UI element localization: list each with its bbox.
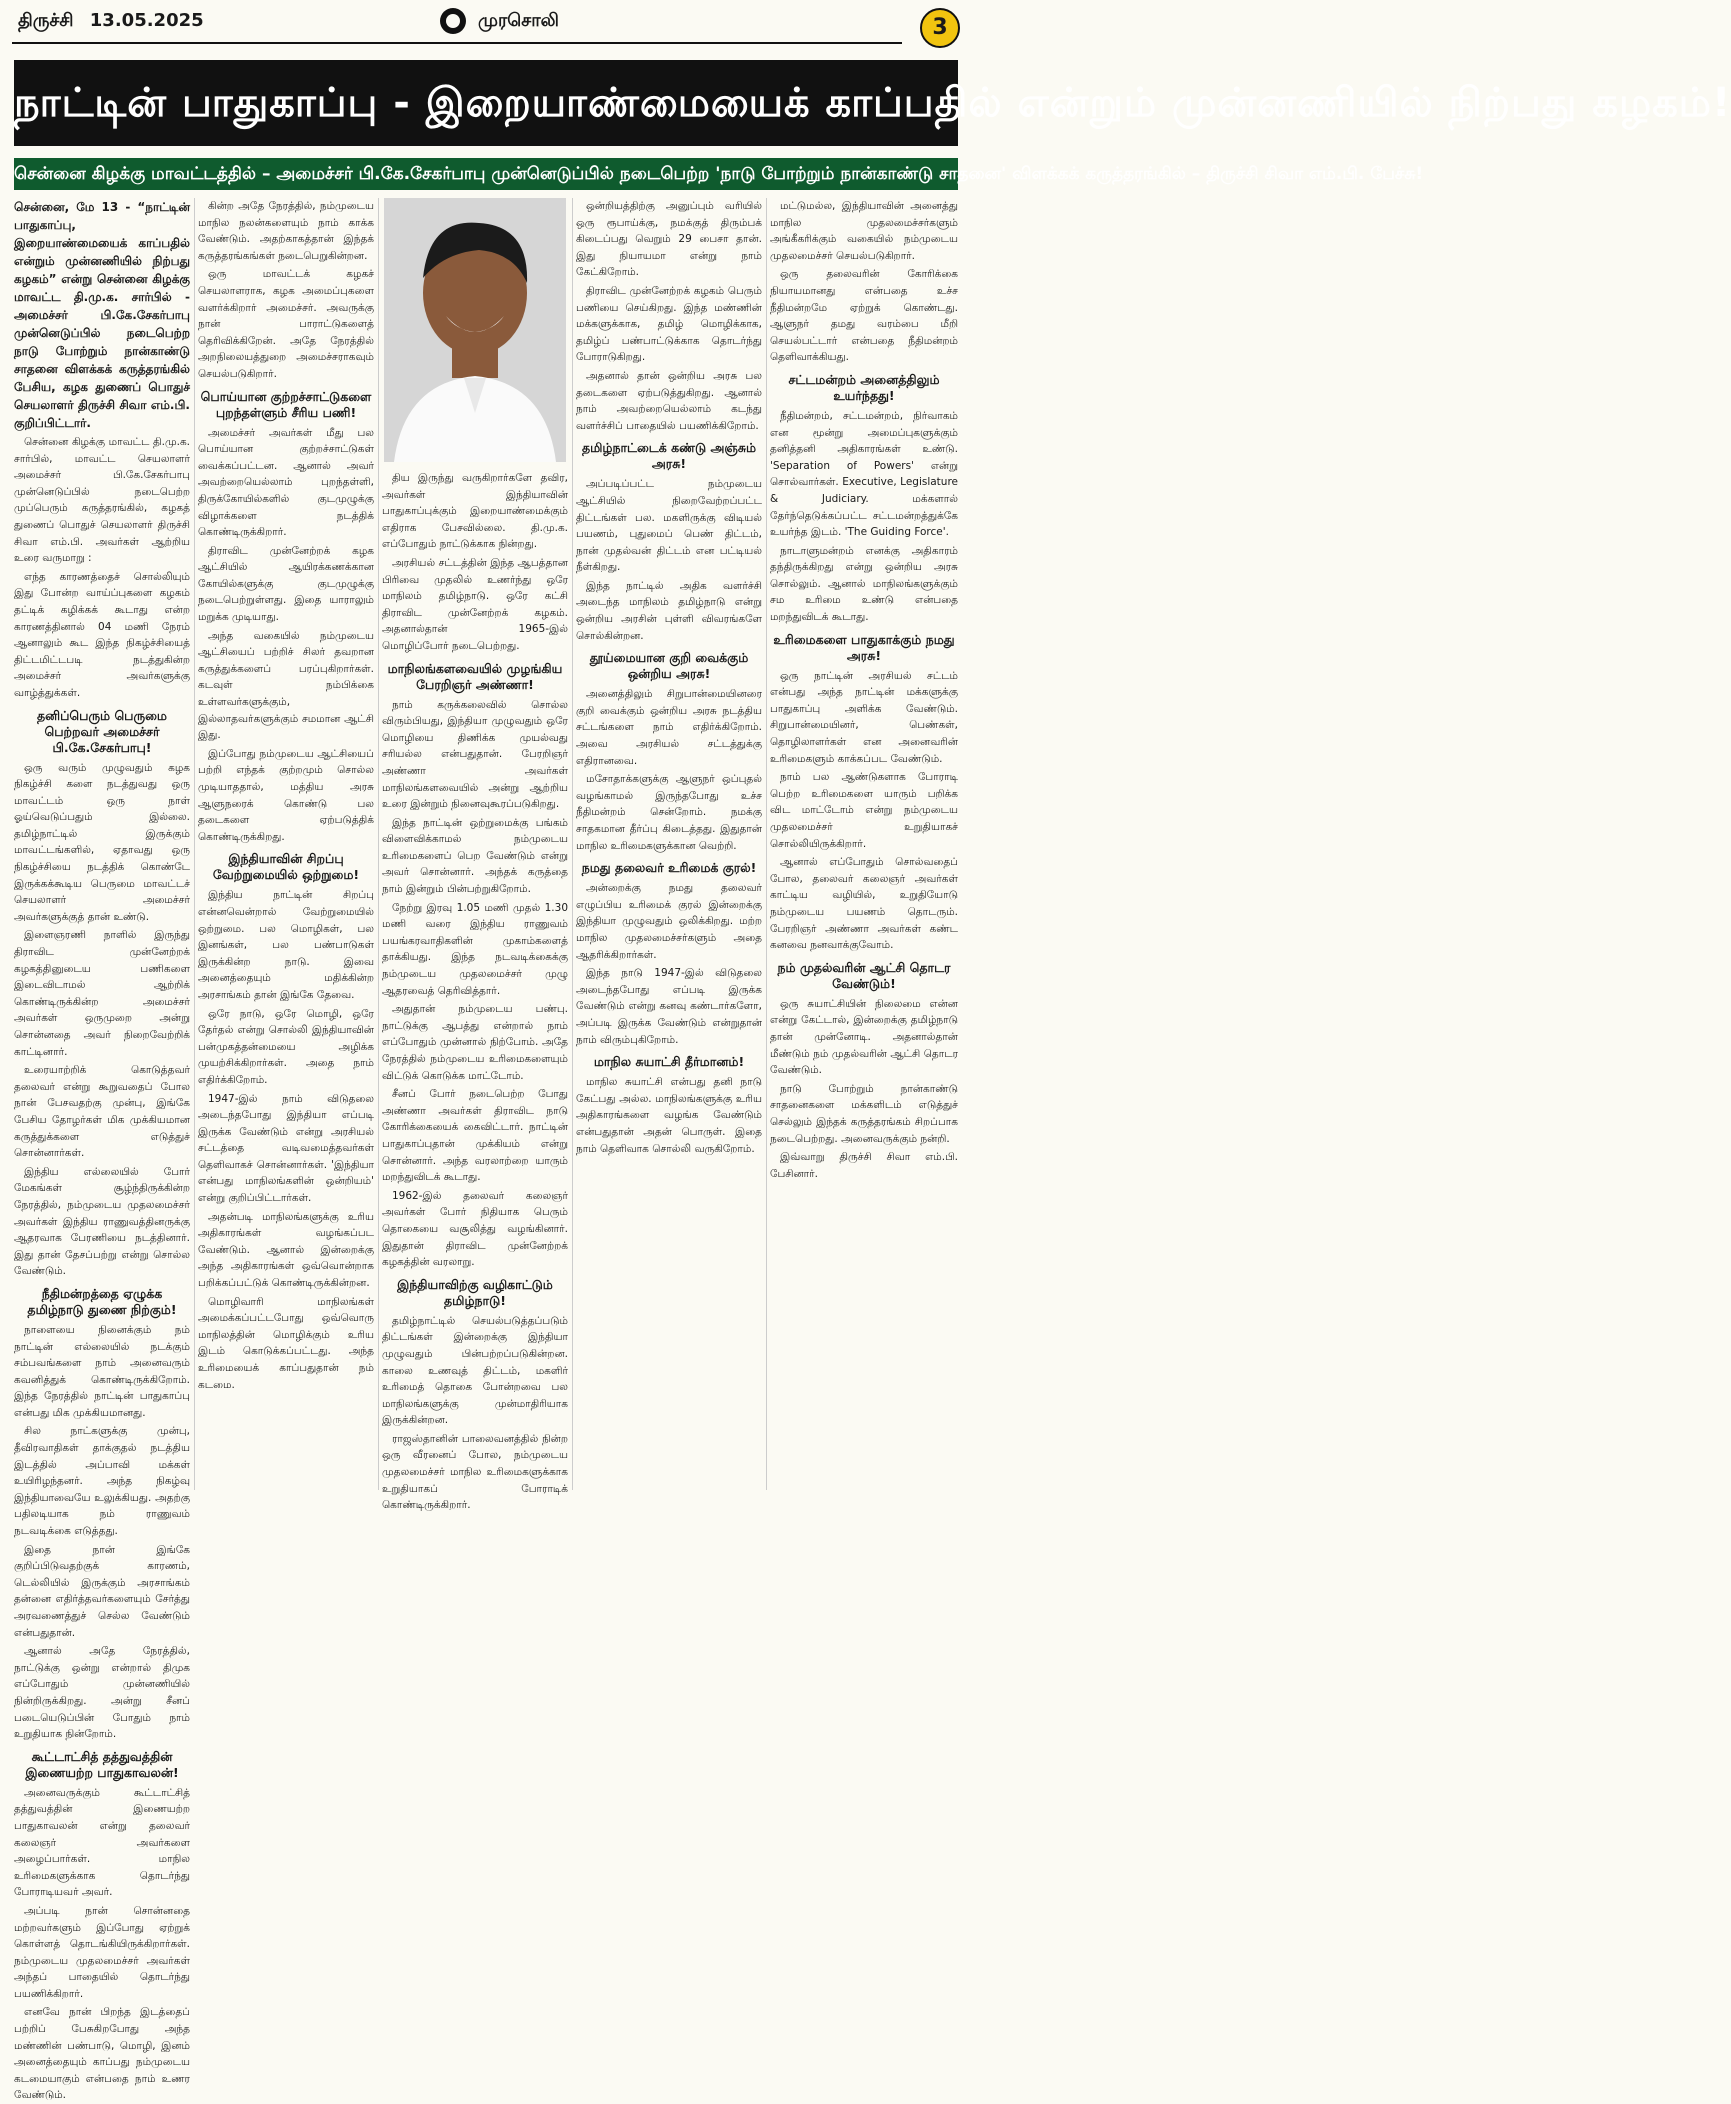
article-paragraph: கின்ற அதே நேரத்தில், நம்முடைய மாநில நலன்களையும் நாம் காக்க வேண்டும். அதற்காகத்தான் இந்தக் கருத்தரங்கங்கள் நடைபெறுகின்றன. [198, 200, 374, 262]
article-paragraph: நேற்று இரவு 1.05 மணி முதல் 1.30 மணி வரை இந்திய ராணுவம் பயங்கரவாதிகளின் முகாம்களைத் தாக்கியது. இந்த நடவடிக்கைக்கு நம்முடைய முதலமைச்சர் முழு ஆதரவைத் தெரிவித்தார். [382, 901, 568, 997]
article-paragraph: ஒரு வரும் முழுவதும் கழக நிகழ்ச்சி களை நடத்துவது ஒரு மாவட்டம் ஒரு நாள் ஓய்வெடுப்பதும் இல்லை. தமிழ்நாட்டில் இருக்கும் மாவட்டங்களில், ஏதாவது ஒரு நிகழ்ச்சியை நடத்திக் கொண்டே இருக்கக்கூடிய பெருமை மாவட்டச் செயலாளர் அமைச்சர் அவர்களுக்குத் தான் உண்டு. [14, 761, 190, 923]
article-column-2 [198, 198, 374, 1490]
article-paragraph: அன்றைக்கு நமது தலைவர் எழுப்பிய உரிமைக் குரல் இன்றைக்கு இந்தியா முழுவதும் ஒலிக்கிறது. மற்ற மாநில முதலமைச்சர்களும் அதை ஆதரிக்கிறார்கள். [576, 882, 762, 961]
article-paragraph: நாம் பல ஆண்டுகளாக போராடி பெற்ற உரிமைகளை யாரும் பறிக்க விட மாட்டோம் என்று நம்முடைய முதலமைச்சர் உறுதியாகச் சொல்லியிருக்கிறார். [770, 771, 958, 850]
article-paragraph: 1947-இல் நாம் விடுதலை அடைந்தபோது இந்தியா எப்படி இருக்க வேண்டும் என்று அரசியல் சட்டத்தை வடிவமைத்தவர்கள் தெளிவாகச் சொன்னார்கள். 'இந்தியா என்பது மாநிலங்களின் ஒன்றியம்' என்று குறிப்பிட்டார்கள். [198, 1092, 374, 1205]
masthead-brand: முரசொலி [478, 10, 559, 31]
article-paragraph: அதுதான் நம்முடைய பண்பு. நாட்டுக்கு ஆபத்து என்றால் நாம் எப்போதும் முன்னால் நிற்போம். அதே நேரத்தில் நம்முடைய உரிமைகளையும் விட்டுக் கொடுக்க மாட்டோம். [382, 1003, 568, 1082]
section-heading: நமது தலைவர் உரிமைக் குரல்! [581, 860, 757, 876]
article-paragraph: இந்த நாட்டில் அதிக வளர்ச்சி அடைந்த மாநிலம் தமிழ்நாடு என்று ஒன்றிய அரசின் புள்ளி விவரங்களே சொல்கின்றன. [576, 579, 762, 642]
masthead-city: திருச்சி [18, 10, 74, 31]
masthead-dateline [18, 10, 214, 33]
section-heading: சட்டமன்றம் அனைத்திலும் உயர்ந்தது! [788, 371, 940, 403]
article-paragraph: இந்திய நாட்டின் சிறப்பு என்னவென்றால் வேற்றுமையில் ஒற்றுமை. பல மொழிகள், பல இனங்கள், பல பண்பாடுகள் இருக்கின்ற நாடு. இவை அனைத்தையும் மதிக்கின்ற அரசாங்கம் தான் இங்கே தேவை. [198, 889, 374, 1001]
masthead-rule [12, 42, 902, 44]
section-heading: தூய்மையான குறி வைக்கும் ஒன்றிய அரசு! [589, 650, 749, 682]
section-heading: உரிமைகளை பாதுகாக்கும் நமது அரசு! [773, 631, 955, 663]
article-paragraph: அமைச்சர் அவர்கள் மீது பல பொய்யான குற்றச்சாட்டுகள் வைக்கப்பட்டன. ஆனால் அவர் அவற்றையெல்லாம் புறந்தள்ளி, திருக்கோயில்களில் குடமுழுக்கு விழாக்களை நடத்திக் கொண்டிருக்கிறார். [198, 426, 374, 539]
column-divider [378, 198, 379, 1490]
article-paragraph: இளைஞரணி நாளில் இருந்து திராவிட முன்னேற்றக் கழகத்தினுடைய பணிகளை இடைவிடாமல் ஆற்றிக் கொண்டிருக்கின்ற அமைச்சர் அவர்கள் ஒருமுறை அன்று சொன்னதை அவர் நிறைவேற்றிக் காட்டினார். [14, 929, 190, 1058]
article-paragraph: திராவிட முன்னேற்றக் கழக ஆட்சியில் ஆயிரக்கணக்கான கோயில்களுக்கு குடமுழுக்கு நடைபெற்றுள்ளது. இதை யாராலும் மறுக்க முடியாது. [198, 544, 374, 624]
article-paragraph: அதனால் தான் ஒன்றிய அரசு பல தடைகளை ஏற்படுத்துகிறது. ஆனால் நாம் அவற்றையெல்லாம் கடந்து வளர்ச்சிப் பாதையில் பயணிக்கிறோம். [576, 369, 762, 432]
section-heading: பொய்யான குற்றச்சாட்டுகளை புறந்தள்ளும் சீரிய பணி! [200, 388, 372, 420]
article-paragraph: சீனப் போர் நடைபெற்ற போது அண்ணா அவர்கள் திராவிட நாடு கோரிக்கையைக் கைவிட்டார். நாட்டின் பாதுகாப்புதான் முக்கியம் என்று சொன்னார். அந்த வரலாற்றை யாரும் மறந்துவிடக் கூடாது. [382, 1088, 568, 1184]
section-heading: இந்தியாவிற்கு வழிகாட்டும் தமிழ்நாடு! [397, 1276, 553, 1308]
person-photo-icon [384, 198, 566, 462]
article-paragraph: திராவிட முன்னேற்றக் கழகம் பெரும் பணியை செய்கிறது. இந்த மண்ணின் மக்களுக்காக, தமிழ் மொழிக்காக, தமிழ்ப் பண்பாட்டுக்காக தொடர்ந்து போராடுகிறது. [576, 284, 762, 364]
article-paragraph: திய இருந்து வருகிறார்களே தவிர, அவர்கள் இந்தியாவின் பாதுகாப்புக்கும் இறையாண்மைக்கும் எதிராக பேசவில்லை. தி.மு.க. எப்போதும் நாட்டுக்காக நின்றது. [382, 472, 568, 551]
article-paragraph: ஒரு சுயாட்சியின் நிலைமை என்ன என்று கேட்டால், இன்றைக்கு தமிழ்நாடு தான் முன்னோடி. அதனால்தான் மீண்டும் நம் முதல்வரின் ஆட்சி தொடர வேண்டும். [770, 997, 958, 1077]
article-paragraph: சில நாட்களுக்கு முன்பு, தீவிரவாதிகள் தாக்குதல் நடத்திய இடத்தில் அப்பாவி மக்கள் உயிரிழந்தனர். அந்த நிகழ்வு இந்தியாவையே உலுக்கியது. அதற்கு பதிலடியாக நம் ராணுவம் நடவடிக்கை எடுத்தது. [14, 1425, 190, 1538]
section-heading: நீதிமன்றத்தை ஏழுக்க தமிழ்நாடு துணை நிற்கும்! [27, 1285, 177, 1317]
article-column-1 [14, 198, 190, 2102]
article-paragraph: ஆனால் அதே நேரத்தில், நாட்டுக்கு ஒன்று என்றால் திமுக எப்போதும் முன்னணியில் நின்றிருக்கிறது. அன்று சீனப் படையெடுப்பின் போதும் நாம் உறுதியாக நின்றோம். [14, 1645, 190, 1741]
column-divider [766, 198, 767, 1490]
article-paragraph: அப்படி நான் சொன்னதை மற்றவர்களும் இப்போது ஏற்றுக் கொள்ளத் தொடங்கியிருக்கிறார்கள். நம்முடைய முதலமைச்சர் அவர்கள் அந்தப் பாதையில் தொடர்ந்து பயணிக்கிறார். [14, 1904, 190, 2000]
article-paragraph: நீதிமன்றம், சட்டமன்றம், நிர்வாகம் என மூன்று அமைப்புகளுக்கும் தனித்தனி அதிகாரங்கள் உண்டு. 'Separation of Powers' என்று சொல்வார்கள். Executive, Legislature & Judiciary. மக்களால் தேர்ந்தெடுக்கப்பட்ட சட்டமன்றத்துக்கே உயர்ந்த இடம். 'The Guiding Force'. [770, 409, 958, 539]
article-paragraph: எனவே நான் பிறந்த இடத்தைப் பற்றிப் பேசுகிறபோது அந்த மண்ணின் பண்பாடு, மொழி, இனம் அனைத்தையும் காப்பது நம்முடைய கடமையாகும் என்பதை நாம் உணர வேண்டும். [14, 2006, 190, 2102]
section-heading: மாநில சுயாட்சி தீர்மானம்! [593, 1054, 745, 1070]
article-paragraph: நாடு போற்றும் நான்காண்டு சாதனைகளை மக்களிடம் எடுத்துச் செல்லும் இந்தக் கருத்தரங்கம் சிறப்பாக நடைபெற்றது. அனைவருக்கும் நன்றி. [770, 1082, 958, 1145]
article-paragraph: சென்னை கிழக்கு மாவட்ட தி.மு.க. சார்பில், மாவட்ட செயலாளர் அமைச்சர் பி.கே.சேகர்பாபு முன்னெடுப்பில் நடைபெற்ற முப்பெரும் கருத்தரங்கில், கழகத் துணைப் பொதுச் செயலாளர் திருச்சி சிவா எம்.பி. அவர்கள் ஆற்றிய உரை வருமாறு : [14, 436, 190, 565]
article-paragraph: ஒன்றியத்திற்கு அனுப்பும் வரியில் ஒரு ரூபாய்க்கு, நமக்குத் திரும்பக் கிடைப்பது வெறும் 29 பைசா தான். இது நியாயமா என்று நாம் கேட்கிறோம். [576, 200, 762, 279]
article-paragraph: ராஜஸ்தானின் பாலைவனத்தில் நின்ற ஒரு வீரனைப் போல, நம்முடைய முதலமைச்சர் மாநில உரிமைகளுக்காக உறுதியாகப் போராடிக் கொண்டிருக்கிறார். [382, 1432, 568, 1512]
article-paragraph: தமிழ்நாட்டில் செயல்படுத்தப்படும் திட்டங்கள் இன்றைக்கு இந்தியா முழுவதும் பின்பற்றப்படுகின்றன. காலை உணவுத் திட்டம், மகளிர் உரிமைத் தொகை போன்றவை பல மாநிலங்களுக்கு முன்மாதிரியாக இருக்கின்றன. [382, 1314, 568, 1427]
article-paragraph: அரசியல் சட்டத்தின் இந்த ஆபத்தான பிரிவை முதலில் உணர்ந்து ஒரே மாநிலம் தமிழ்நாடு. ஒரே கட்சி திராவிட முன்னேற்றக் கழகம். அதனால்தான் 1965-இல் மொழிப்போர் நடைபெற்றது. [382, 556, 568, 652]
article-paragraph: இவ்வாறு திருச்சி சிவா எம்.பி. பேசினார். [770, 1151, 958, 1180]
section-heading: மாநிலங்களவையில் முழங்கிய பேரறிஞர் அண்ணா! [387, 660, 563, 692]
main-headline: நாட்டின் பாதுகாப்பு - இறையாண்மையைக் காப்பதில் என்றும் முன்னணியில் நிற்பது கழகம்! [14, 60, 958, 146]
article-paragraph: அனைத்திலும் சிறுபான்மையினரை குறி வைக்கும் ஒன்றிய அரசு நடத்திய சட்டங்களை நாம் எதிர்க்கிறோம். அவை அரசியல் சட்டத்துக்கு எதிரானவை. [576, 688, 762, 767]
article-paragraph: உரையாற்றிக் கொடுத்தவர் தலைவர் என்று கூறுவதைப் போல நான் பேசவதற்கு முன்பு, இங்கே பேசிய தோழர்கள் மிக முக்கியமான கருத்துக்களை எடுத்துச் சொன்னார்கள். [14, 1064, 190, 1160]
column-divider [194, 198, 195, 1490]
article-paragraph: 1962-இல் தலைவர் கலைஞர் அவர்கள் போர் நிதியாக பெரும் தொகையை வசூலித்து வழங்கினார். இதுதான் திராவிட முன்னேற்றக் கழகத்தின் வரலாறு. [382, 1189, 568, 1269]
page-number-badge: 3 [920, 8, 960, 48]
article-paragraph: ஒரு மாவட்டக் கழகச் செயலாளராக, கழக அமைப்புகளை வளர்க்கிறார் அமைச்சர். அவருக்கு நான் பாராட்டுகளைத் தெரிவிக்கிறேன். அதே நேரத்தில் அறநிலையத்துறை அமைச்சராகவும் செயல்படுகிறார். [198, 268, 374, 380]
article-paragraph: எந்த காரணத்தைச் சொல்லியும் இது போன்ற வாய்ப்புகளை கழகம் தட்டிக் கழிக்கக் கூடாது என்ற காரணத்தினால் 04 மணி நேரம் ஆனாலும் கூட இந்த நிகழ்ச்சியைத் திட்டமிட்டபடி நடத்துகின்ற அமைச்சர் அவர்களுக்கு வாழ்த்துக்கள். [14, 570, 190, 699]
article-paragraph: இதை நான் இங்கே குறிப்பிடுவதற்குக் காரணம், டெல்லியில் இருக்கும் அரசாங்கம் தன்னை எதிர்த்தவர்களையும் சேர்த்து அரவணைத்துச் செல்ல வேண்டும் என்பதுதான். [14, 1543, 190, 1639]
article-column-5 [770, 198, 958, 1490]
article-paragraph: ஆனால் எப்போதும் சொல்வதைப் போல, தலைவர் கலைஞர் அவர்கள் காட்டிய வழியில், உறுதியோடு நம்முடைய பயணம் தொடரும். பேரறிஞர் அண்ணா அவர்கள் கண்ட கனவை நனவாக்குவோம். [770, 856, 958, 952]
logo-icon [440, 8, 466, 34]
article-paragraph: அந்த வகையில் நம்முடைய ஆட்சியைப் பற்றிச் சிலர் தவறான கருத்துக்களைப் பரப்புகிறார்கள். கடவுள் நம்பிக்கை உள்ளவர்களுக்கும், இல்லாதவர்களுக்கும் சமமான ஆட்சி இது. [198, 629, 374, 742]
section-heading: தமிழ்நாட்டைக் கண்டு அஞ்சும் அரசு! [581, 440, 757, 472]
masthead-date: 13.05.2025 [89, 10, 204, 31]
section-heading: கூட்டாட்சித் தத்துவத்தின் இணையற்ற பாதுகாவலன்! [25, 1748, 179, 1780]
article-paragraph: அப்படிப்பட்ட நம்முடைய ஆட்சியில் நிறைவேற்றப்பட்ட திட்டங்கள் பல. மகளிருக்கு விடியல் பயணம், புதுமைப் பெண் திட்டம், நான் முதல்வன் திட்டம் என பட்டியல் நீள்கிறது. [576, 478, 762, 574]
article-paragraph: இந்த நாடு 1947-இல் விடுதலை அடைந்தபோது எப்படி இருக்க வேண்டும் என்று கனவு கண்டார்களோ, அப்படி இருக்க வேண்டும் என்றுதான் நாம் விரும்புகிறோம். [576, 967, 762, 1046]
section-heading: நம் முதல்வரின் ஆட்சி தொடர வேண்டும்! [777, 959, 951, 991]
masthead [0, 0, 972, 50]
article-paragraph: இந்த நாட்டின் ஒற்றுமைக்கு பங்கம் விளைவிக்காமல் நம்முடைய உரிமைகளைப் பெற வேண்டும் என்று அவர் சொன்னார். அந்தக் கருத்தை நாம் இன்றும் பின்பற்றுகிறோம். [382, 816, 568, 896]
article-paragraph: மொழிவாரி மாநிலங்கள் அமைக்கப்பட்டபோது ஒவ்வொரு மாநிலத்தின் மொழிக்கும் உரிய இடம் கொடுக்கப்பட்டது. அந்த உரிமையைக் காப்பதுதான் நம் கடமை. [198, 1295, 374, 1391]
column-divider [572, 198, 573, 1490]
article-paragraph: நாம் கருக்கலைவில் சொல்ல விரும்பியது, இந்தியா முழுவதும் ஒரே மொழியை திணிக்க முயல்வது சரியல்ல என்பதுதான். பேரறிஞர் அண்ணா அவர்கள் மாநிலங்களவையில் அன்று ஆற்றிய உரை இன்றும் நினைவுகூரப்படுகிறது. [382, 698, 568, 811]
article-paragraph: இந்திய எல்லையில் போர் மேகங்கள் சூழ்ந்திருக்கின்ற நேரத்தில், நம்முடைய முதலமைச்சர் அவர்கள் இந்திய ராணுவத்தினருக்கு ஆதரவாக பேரணியை நடத்தினார். இது தான் தேசப்பற்று என்று சொல்ல வேண்டும். [14, 1165, 190, 1278]
article-paragraph: மாநில சுயாட்சி என்பது தனி நாடு கேட்பது அல்ல. மாநிலங்களுக்கு உரிய அதிகாரங்களை வழங்க வேண்டும் என்பதுதான் அதன் பொருள். இதை நாம் தெளிவாக சொல்லி வருகிறோம். [576, 1076, 762, 1155]
article-paragraph: ஒரே நாடு, ஒரே மொழி, ஒரே தேர்தல் என்று சொல்லி இந்தியாவின் பன்முகத்தன்மையை அழிக்க முயற்சிக்கிறார்கள். அதை நாம் எதிர்க்கிறோம். [198, 1007, 374, 1086]
subheadline: சென்னை கிழக்கு மாவட்டத்தில் – அமைச்சர் பி.கே.சேகர்பாபு முன்னெடுப்பில் நடைபெற்ற 'நாடு போற்றும் நான்காண்டு சாதனை' விளக்கக் கருத்தரங்கில் – திருச்சி சிவா எம்.பி. பேச்சு! [14, 158, 958, 190]
section-heading: தனிப்பெரும் பெருமை பெற்றவர் அமைச்சர் பி.கே.சேகர்பாபு! [37, 707, 167, 755]
article-paragraph: இப்போது நம்முடைய ஆட்சியைப் பற்றி எந்தக் குற்றமும் சொல்ல முடியாததால், மத்திய அரசு ஆளுநரைக் கொண்டு பல தடைகளை ஏற்படுத்திக் கொண்டிருக்கிறது. [198, 747, 374, 843]
article-paragraph: ஒரு தலைவரின் கோரிக்கை நியாயமானது என்பதை உச்ச நீதிமன்றமே ஏற்றுக் கொண்டது. ஆளுநர் தமது வரம்பை மீறி செயல்பட்டார் என்பதை நீதிமன்றம் தெளிவாக்கியது. [770, 268, 958, 364]
article-paragraph: மசோதாக்களுக்கு ஆளுநர் ஒப்புதல் வழங்காமல் இருந்தபோது உச்ச நீதிமன்றம் சென்றோம். நமக்கு சாதகமான தீர்ப்பு கிடைத்தது. இதுதான் மாநில உரிமைகளுக்கான வெற்றி. [576, 773, 762, 852]
section-heading: இந்தியாவின் சிறப்பு வேற்றுமையில் ஒற்றுமை! [212, 851, 360, 883]
article-paragraph: ஒரு நாட்டின் அரசியல் சட்டம் என்பது அந்த நாட்டின் மக்களுக்கு பாதுகாப்பு அளிக்க வேண்டும். சிறுபான்மையினர், பெண்கள், தொழிலாளர்கள் என அனைவரின் உரிமைகளும் காக்கப்பட வேண்டும். [770, 669, 958, 765]
article-paragraph: நாடாளுமன்றம் எனக்கு அதிகாரம் தந்திருக்கிறது என்று ஒன்றிய அரசு சொல்லும். ஆனால் மாநிலங்களுக்கும் சம உரிமை உண்டு என்பதை மறந்துவிடக் கூடாது. [770, 544, 958, 624]
article-paragraph: அனைவருக்கும் கூட்டாட்சித் தத்துவத்தின் இணையற்ற பாதுகாவலன் என்று தலைவர் கலைஞர் அவர்களை அழைப்பார்கள். மாநில உரிமைகளுக்காக தொடர்ந்து போராடியவர் அவர். [14, 1786, 190, 1899]
article-paragraph: நாளையை நினைக்கும் நம் நாட்டின் எல்லையில் நடக்கும் சம்பவங்களை நாம் அனைவரும் கவனித்துக் கொண்டிருக்கிறோம். இந்த நேரத்தில் நாட்டின் பாதுகாப்பு என்பது மிக முக்கியமானது. [14, 1323, 190, 1419]
article-column-3 [382, 470, 568, 1512]
speaker-photo [384, 198, 566, 462]
article-paragraph: அதன்படி மாநிலங்களுக்கு உரிய அதிகாரங்கள் வழங்கப்பட வேண்டும். ஆனால் இன்றைக்கு அந்த அதிகாரங்கள் ஒவ்வொன்றாக பறிக்கப்பட்டுக் கொண்டிருக்கின்றன. [198, 1210, 374, 1290]
article-paragraph: மட்டுமல்ல, இந்தியாவின் அனைத்து மாநில முதலமைச்சர்களும் அங்கீகரிக்கும் வகையில் நம்முடைய முதலமைச்சர் செயல்படுகிறார். [770, 200, 958, 262]
article-column-4 [576, 198, 762, 1490]
article-lede: சென்னை, மே 13 - “நாட்டின் பாதுகாப்பு, இறையாண்மையைக் காப்பதில் என்றும் முன்னணியில் நிற்பது கழகம்” என்று சென்னை கிழக்கு மாவட்ட தி.மு.க. சார்பில் - அமைச்சர் பி.கே.சேகர்பாபு முன்னெடுப்பில் நடைபெற்ற நாடு போற்றும் நான்காண்டு சாதனை விளக்கக் கருத்தரங்கில் பேசிய, கழக துணைப் பொதுச் செயலாளர் திருச்சி சிவா எம்.பி. குறிப்பிட்டார். [14, 200, 190, 430]
